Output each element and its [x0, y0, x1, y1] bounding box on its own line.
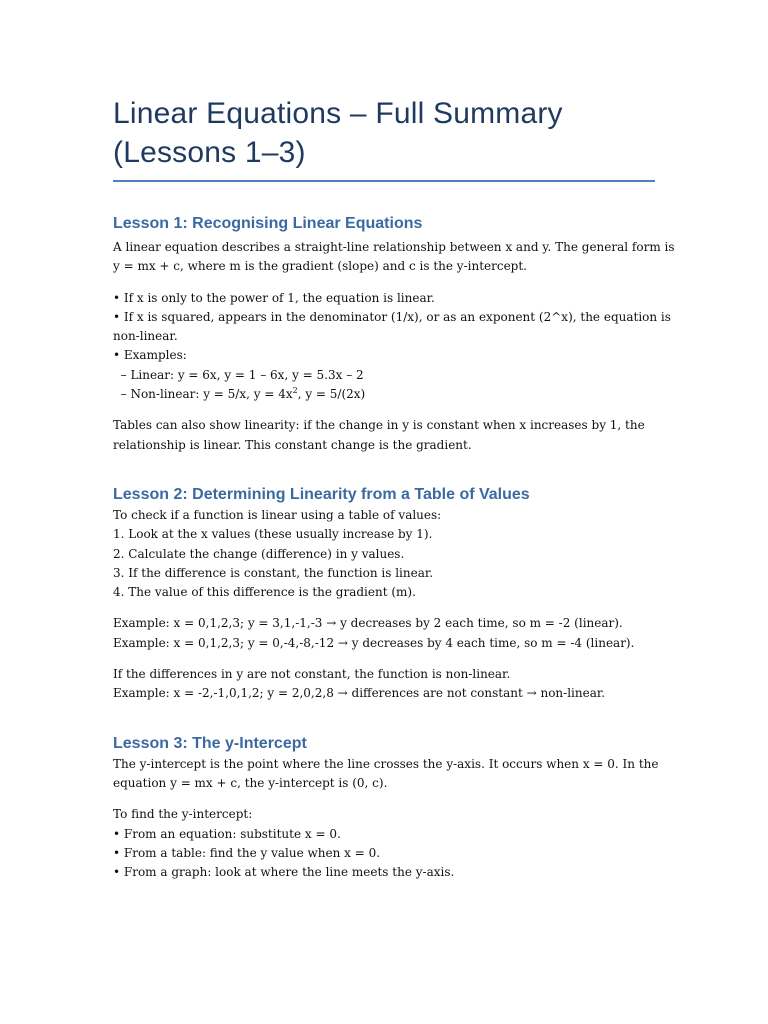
- lesson-1-intro: [113, 238, 675, 277]
- lesson-3-intro-line-1: The y-intercept is the point where the line crosses the y-axis. It occurs when x = 0. In the: [113, 756, 659, 771]
- list-item: 3. If the difference is constant, the function is linear.: [113, 565, 434, 580]
- lesson-1-heading: Lesson 1: Recognising Linear Equations: [113, 215, 423, 232]
- list-item: • From an equation: substitute x = 0.: [113, 826, 341, 841]
- find-intro: To find the y-intercept:: [113, 807, 253, 822]
- title-line-2: (Lessons 1–3): [113, 136, 306, 169]
- example-line: Example: x = -2,-1,0,1,2; y = 2,0,2,8 → differences are not constant → non-linear.: [113, 686, 606, 701]
- lesson-2-nonlinear: [113, 665, 655, 704]
- lesson-1-tables-note: [113, 416, 655, 455]
- lesson-3-intro: [113, 755, 659, 794]
- list-item: • If x is only to the power of 1, the equation is linear.: [113, 290, 435, 305]
- list-item: 4. The value of this difference is the gradient (m).: [113, 585, 416, 600]
- lesson-1-intro-line-1: A linear equation describes a straight-line relationship between x and y. The general form is: [113, 240, 675, 254]
- example-line: Example: x = 0,1,2,3; y = 0,-4,-8,-12 → y decreases by 4 each time, so m = -4 (linear).: [113, 635, 635, 650]
- lesson-3-methods-list: [113, 805, 655, 882]
- list-item: • If x is squared, appears in the denominator (1/x), or as an exponent (2^x), the equation is: [113, 309, 671, 324]
- lesson-2-heading: Lesson 2: Determining Linearity from a Table of Values: [113, 485, 530, 503]
- lesson-3-intro-line-2: equation y = mx + c, the y-intercept is (0, c).: [113, 775, 388, 790]
- nonlinear-examples-suffix: , y = 5/(2x): [297, 387, 366, 402]
- exponent-superscript: 2: [292, 386, 298, 396]
- nonlinear-note: If the differences in y are not constant, the function is non-linear.: [113, 667, 511, 682]
- lesson-1-intro-line-2: y = mx + c, where m is the gradient (slope) and c is the y-intercept.: [113, 259, 527, 274]
- list-item: 1. Look at the x values (these usually increase by 1).: [113, 527, 433, 542]
- tables-note-line-2: relationship is linear. This constant change is the gradient.: [113, 437, 472, 452]
- linear-examples: – Linear: y = 6x, y = 1 – 6x, y = 5.3x – 2: [113, 367, 364, 382]
- list-item: • Examples:: [113, 348, 187, 363]
- lesson-2-intro: To check if a function is linear using a table of values:: [113, 507, 442, 522]
- lesson-2-examples: [113, 614, 655, 653]
- list-item: • From a graph: look at where the line meets the y-axis.: [113, 865, 455, 880]
- list-item-continuation: non-linear.: [113, 329, 178, 344]
- lesson-2-steps: [113, 506, 655, 602]
- list-item: 2. Calculate the change (difference) in y values.: [113, 546, 405, 561]
- lesson-1-rules-list: [113, 289, 671, 405]
- document-title: [113, 94, 655, 172]
- nonlinear-examples: [113, 385, 655, 404]
- tables-note-line-1: Tables can also show linearity: if the change in y is constant when x increases by 1, the: [113, 418, 645, 433]
- example-line: Example: x = 0,1,2,3; y = 3,1,-1,-3 → y decreases by 2 each time, so m = -2 (linear).: [113, 616, 623, 631]
- title-line-1: Linear Equations – Full Summary: [113, 97, 563, 130]
- nonlinear-examples-prefix: – Non-linear: y = 5/x, y = 4x: [113, 387, 293, 402]
- lesson-3-heading: Lesson 3: The y-Intercept: [113, 734, 307, 752]
- list-item: • From a table: find the y value when x = 0.: [113, 845, 381, 860]
